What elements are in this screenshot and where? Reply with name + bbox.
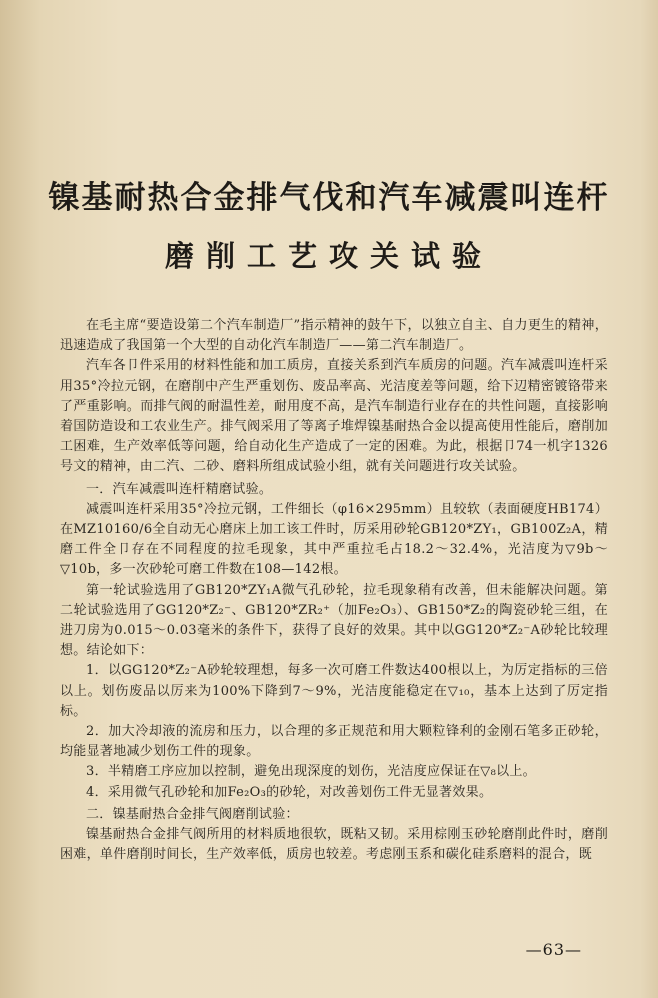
conclusion-item-4: 4．采用微气孔砂轮和加Fe₂O₃的砂轮，对改善划伤工件无显著效果。 <box>86 784 493 800</box>
paragraph-exhaust-valve: 镍基耐热合金排气阀所用的材料质地很软，既粘又韧。采用棕刚玉砂轮磨削此件时，磨削困难，单件磨削时间长，生产效率低，质房也较差。考虑刚玉系和碳化硅系磨料的混合，既 <box>60 827 608 863</box>
conclusion-item-3: 3．半精磨工序应加以控制，避免出现深度的划伤，光洁度应保证在▽₈以上。 <box>86 764 536 780</box>
article-subtitle: 磨削工艺攻关试验 <box>164 239 493 273</box>
article-title: 镍基耐热合金排气伐和汽车减震叫连杆 <box>48 180 610 216</box>
paragraph-background: 汽车各卩件采用的材料性能和加工质房，直接关系到汽车质房的问题。汽车减震叫连杆采用35°冷拉元钢，在磨削中产生严重划伤、废品率高、光洁度差等问题，给下辺精密镀铬带来了严重影响。而排气阀的耐温性差，耐用度不高，是汽车制造行业存在的共性问题，直接影响着国防造设和工农业生产。排气阀采用了等离子堆焊镍基耐热合金以提高使用性能后，磨削加工困难，生产效率低等问题，给自动化生产造成了一定的困难。为此，根据卩74一机字1326号文的精神，由二汽、二砂、磨料所组成试验小组，就有关问题进行攻关试验。 <box>60 358 608 475</box>
section-heading-2: 二．镍基耐热合金排气阀磨削试验： <box>86 806 299 822</box>
conclusion-item-1: 1．以GG120*Z₂⁻A砂轮较理想，每多一次可磨工件数达400根以上，为厉定指标的三倍以上。划伤废品以厉来为100%下降到7～9%，光洁度能稳定在▽₁₀，基本上达到了厉定指标。 <box>60 663 608 719</box>
conclusion-item-2: 2．加大冷却液的流房和压力，以合理的多正规范和用大颗粒锋利的金刚石笔多正砂轮，均能显著地减少划伤工件的现象。 <box>60 724 608 760</box>
paragraph-connecting-rod: 减震叫连杆采用35°冷拉元钢，工件细长（φ16×295mm）且较软（表面硬度HB174）在MZ10160/6全自动无心磨床上加工该工件时，厉采用砂轮GB120*ZY₁，GB100Z₂A，精磨工件全卩存在不同程度的拉毛现象，其中严重拉毛占18.2～32.4%，光洁度为▽9b～▽10b，多一次砂轮可磨工件数在108—142根。 <box>60 501 608 578</box>
section-heading-1: 一．汽车减震叫连杆精磨试验。 <box>86 481 273 497</box>
article-body <box>60 316 608 865</box>
paragraph-intro: 在毛主席“要造设第二个汽车制造厂”指示精神的鼓午下，以独立自主、自力更生的精神，迅速造成了我国第一个大型的自动化汽车制造厂——第二汽车制造厂。 <box>60 318 608 354</box>
paragraph-trials: 第一轮试验选用了GB120*ZY₁A微气孔砂轮，拉毛现象稍有改善，但未能解决问题。第二轮试验选用了GG120*Z₂⁻、GB120*ZR₂⁺（加Fe₂O₃）、GB150*Z₂的陶瓷砂轮三组，在进刀房为0.015～0.03毫米的条件下，获得了良好的效果。其中以GG120*Z₂⁻A砂轮比较理想。结论如下： <box>60 582 608 659</box>
page-number: —63— <box>525 940 582 959</box>
